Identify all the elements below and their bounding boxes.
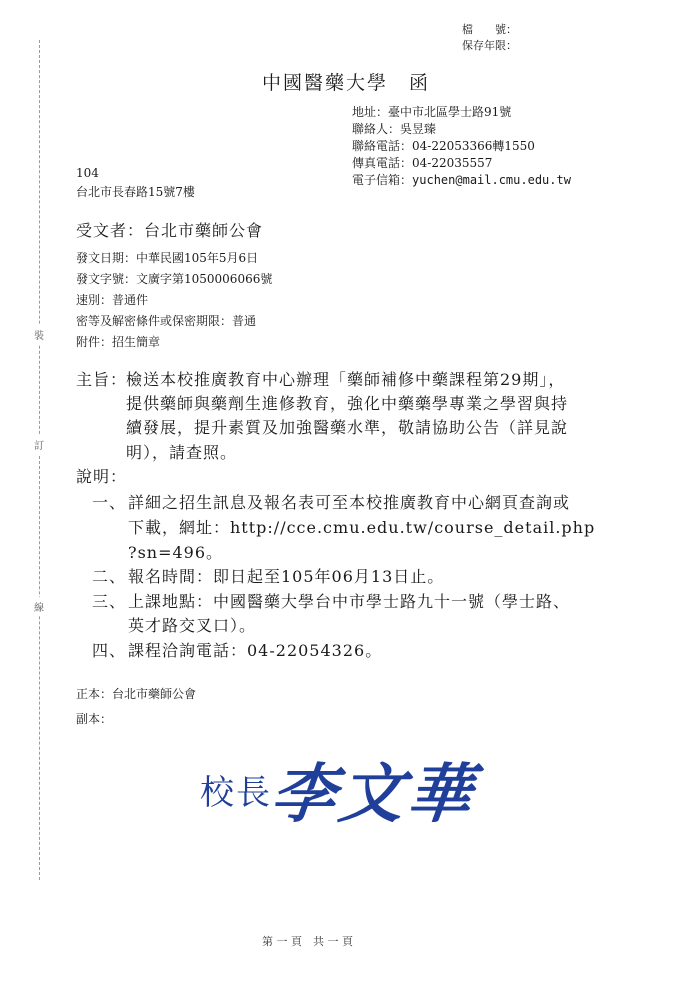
subject-line: 明），請查照。: [126, 443, 238, 462]
sender-email-label: 電子信箱：: [352, 173, 413, 187]
subject-line: 提供藥師與藥劑生進修教育，強化中藥藥學專業之學習與持: [126, 394, 569, 413]
binding-mark-xian: 線: [32, 597, 46, 616]
explanation-item-line: 詳細之招生訊息及報名表可至本校推廣教育中心網頁查詢或: [128, 493, 571, 512]
sender-contact: 聯絡人：吳昱臻: [352, 122, 437, 136]
explanation-label: 說明：: [76, 467, 128, 486]
sender-email-address: yuchen@mail.cmu.edu.tw: [412, 173, 571, 187]
binding-mark-ding: 訂: [32, 435, 46, 454]
explanation-item-line: ?sn=496。: [128, 543, 224, 562]
binding-mark-zhuang: 裝: [32, 325, 46, 344]
explanation-item-number: 二、: [92, 567, 127, 586]
page-number: 第 一 頁 共 一 頁: [262, 935, 353, 948]
explanation-item-number: 四、: [92, 641, 127, 660]
recipient-zip: 104: [76, 166, 99, 180]
signature-title: 校長: [200, 773, 272, 813]
receiver: 受文者：台北市藥師公會: [76, 221, 264, 240]
explanation-item-number: 三、: [92, 592, 127, 611]
subject-label: 主旨：: [76, 370, 128, 389]
subject-line: 續發展，提升素質及加強醫藥水準，敬請協助公告（詳見說: [126, 418, 569, 437]
explanation-item-line: 課程洽詢電話：04-22054326。: [128, 641, 383, 660]
sender-fax: 傳真電話：04-22035557: [352, 156, 493, 170]
subject-line: 檢送本校推廣教育中心辦理「藥師補修中藥課程第29期」，: [126, 370, 566, 389]
explanation-item-line: 英才路交叉口）。: [128, 616, 257, 635]
explanation-item-line: 上課地點：中國醫藥大學台中市學士路九十一號（學士路、: [128, 592, 571, 611]
attachment: 附件：招生簡章: [76, 335, 161, 349]
document-number: 發文字號：文廣字第1050006066號: [76, 272, 273, 286]
original-recipient: 正本：台北市藥師公會: [76, 687, 197, 701]
explanation-item-line: 報名時間：即日起至105年06月13日止。: [128, 567, 445, 586]
file-number-label: 檔 號：: [462, 23, 517, 36]
sender-phone: 聯絡電話：04-22053366轉1550: [352, 139, 535, 153]
delivery-speed: 速別：普通件: [76, 293, 149, 307]
explanation-item-number: 一、: [92, 493, 127, 512]
explanation-item-line: 下載，網址：http://cce.cmu.edu.tw/course_detail.php: [128, 518, 596, 537]
signature-name: 李文華: [267, 757, 480, 832]
copy-recipient: 副本：: [76, 712, 113, 726]
retention-period-label: 保存年限：: [462, 39, 517, 52]
document-title: 中國醫藥大學 函: [262, 72, 431, 94]
sender-address: 地址：臺中市北區學士路91號: [352, 105, 512, 119]
issue-date: 發文日期：中華民國105年5月6日: [76, 251, 259, 265]
recipient-address: 台北市長春路15號7樓: [76, 185, 195, 199]
binding-line: [39, 40, 40, 880]
secrecy-level: 密等及解密條件或保密期限：普通: [76, 314, 257, 328]
sender-email: [352, 171, 571, 188]
